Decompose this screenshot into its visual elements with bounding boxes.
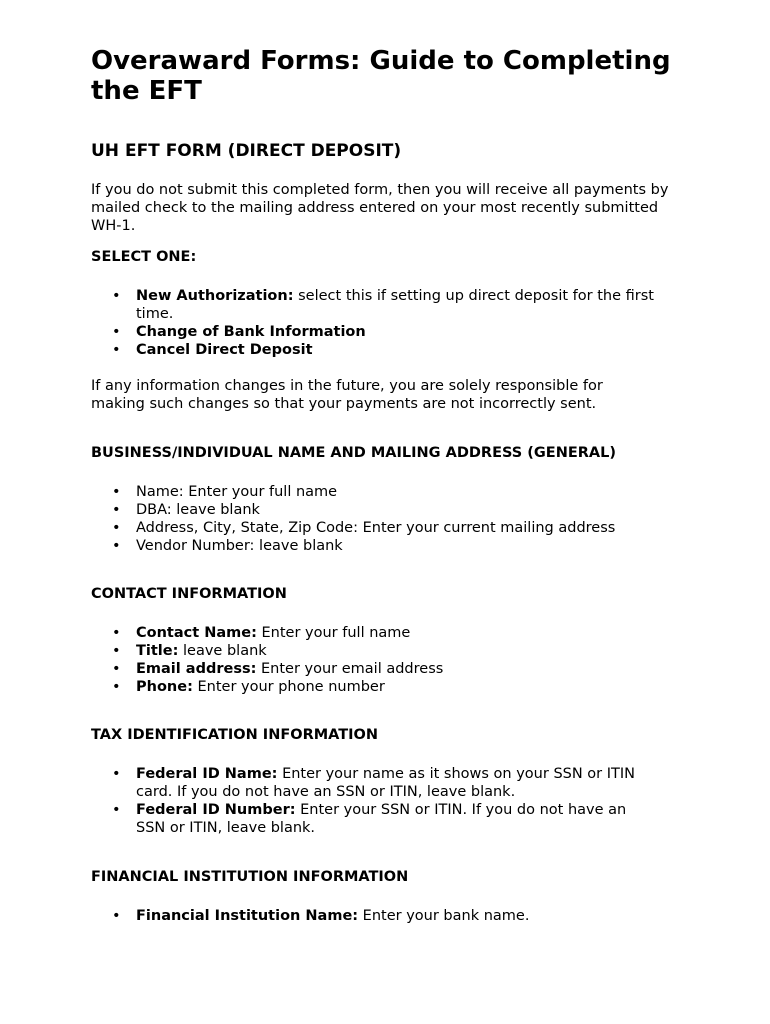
document-page [91,46,691,925]
list-item: • Financial Institution Name: Enter your bank name. [112,908,530,924]
list-item: • Contact Name: Enter your full name [112,625,411,641]
list-item: • Change of Bank Information [112,324,366,340]
bullet-icon: • [112,802,121,818]
list-item: • New Authorization: select this if setting up direct deposit for the first time. [112,288,654,322]
list-item: • DBA: leave blank [112,502,260,518]
financial-heading: FINANCIAL INSTITUTION INFORMATION [91,869,409,885]
list-item: • Name: Enter your full name [112,484,338,500]
form-heading: UH EFT FORM (DIRECT DEPOSIT) [91,141,402,161]
list-item: • Phone: Enter your phone number [112,679,385,695]
bullet-icon: • [112,766,121,782]
bullet-icon: • [112,643,121,659]
tax-list [91,765,691,837]
bullet-icon: • [112,324,121,340]
list-item: • Federal ID Name: Enter your name as it shows on your SSN or ITIN card. If you do not have an SSN or ITIN, leave blank. [112,766,636,800]
list-item: • Email address: Enter your email address [112,661,444,677]
bullet-icon: • [112,679,121,695]
list-item: • Federal ID Number: Enter your SSN or ITIN. If you do not have an SSN or ITIN, leave blank. [112,802,627,836]
bullet-icon: • [112,908,121,924]
business-list [91,483,691,555]
contact-heading: CONTACT INFORMATION [91,586,287,602]
financial-list [91,907,691,925]
bullet-icon: • [112,520,121,536]
intro-paragraph: If you do not submit this completed form, then you will receive all payments by mailed check to the mailing address entered on your most recently submitted WH-1. [91,182,669,234]
contact-list [91,624,691,696]
bullet-icon: • [112,288,121,304]
bullet-icon: • [112,502,121,518]
bullet-icon: • [112,661,121,677]
list-item: • Cancel Direct Deposit [112,342,313,358]
bullet-icon: • [112,484,121,500]
list-item: • Address, City, State, Zip Code: Enter your current mailing address [112,520,616,536]
list-item: • Vendor Number: leave blank [112,538,343,554]
bullet-icon: • [112,625,121,641]
business-heading: BUSINESS/INDIVIDUAL NAME AND MAILING ADDRESS (GENERAL) [91,445,617,461]
page-title: Overaward Forms: Guide to Completing the EFT [91,46,671,106]
bullet-icon: • [112,538,121,554]
responsibility-note: If any information changes in the future, you are solely responsible for making such changes so that your payments are not incorrectly sent. [91,378,603,412]
list-item: • Title: leave blank [112,643,267,659]
select-one-heading: SELECT ONE: [91,249,197,265]
select-one-list [91,287,691,359]
bullet-icon: • [112,342,121,358]
tax-heading: TAX IDENTIFICATION INFORMATION [91,727,379,743]
